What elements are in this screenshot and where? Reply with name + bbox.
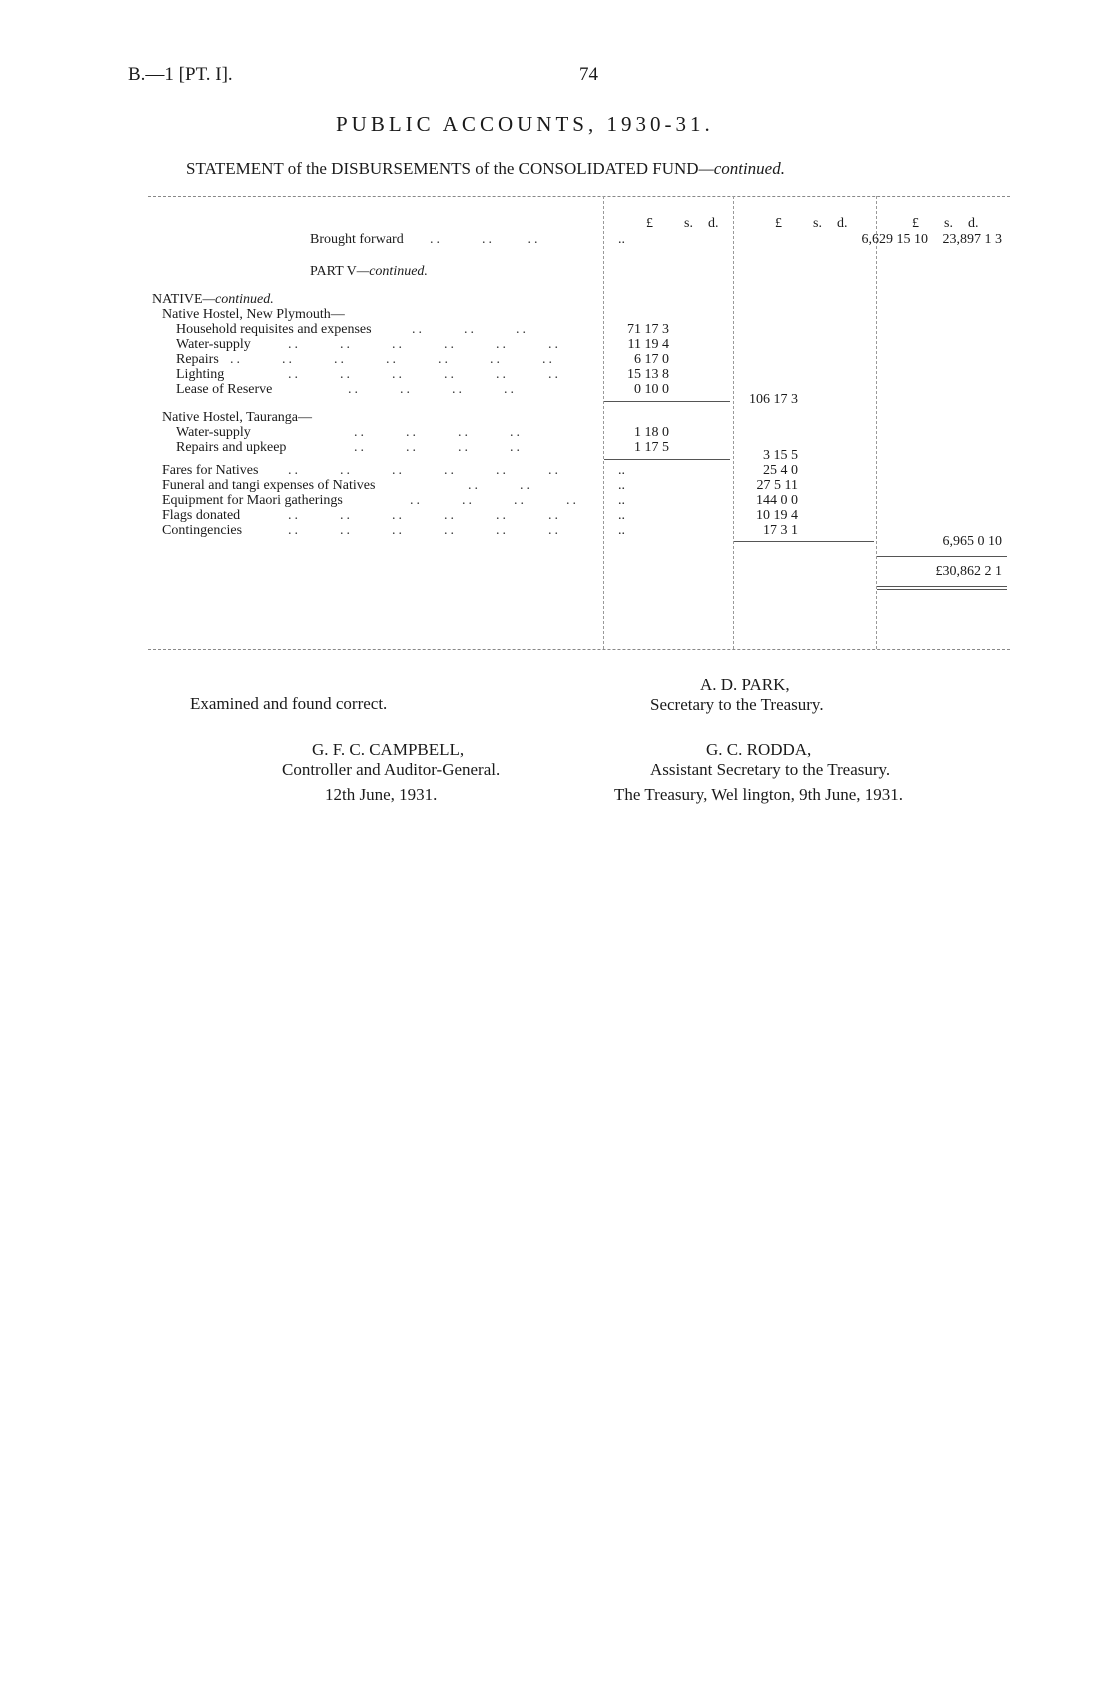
col2-pounds: £ bbox=[775, 216, 782, 231]
top-rule bbox=[148, 196, 1010, 197]
secretary-name: A. D. PARK, bbox=[700, 675, 790, 694]
leader-dots: .. .. .. .. bbox=[354, 440, 523, 455]
col1-shillings: s. bbox=[684, 216, 693, 231]
item-label: Flags donated bbox=[162, 508, 241, 523]
item-label: Household requisites and expenses bbox=[176, 322, 372, 337]
item-value: 27 5 11 bbox=[756, 478, 798, 493]
auditor-date: 12th June, 1931. bbox=[325, 785, 438, 804]
auditor-title: Controller and Auditor-General. bbox=[282, 760, 501, 779]
col3-pence: d. bbox=[968, 216, 979, 231]
col2-pence: d. bbox=[837, 216, 848, 231]
total-rule bbox=[877, 586, 1007, 587]
item-label: Fares for Natives bbox=[162, 463, 259, 478]
item-value: 25 4 0 bbox=[763, 463, 798, 478]
column-divider-3 bbox=[876, 196, 877, 649]
item-dots: .. bbox=[618, 508, 625, 523]
item-value: 0 10 0 bbox=[634, 382, 669, 397]
item-label: Water-supply bbox=[176, 425, 251, 440]
group-heading-new-plymouth: Native Hostel, New Plymouth— bbox=[162, 307, 345, 322]
group1-total: 106 17 3 bbox=[749, 392, 798, 407]
item-label: Repairs bbox=[176, 352, 219, 367]
item-label: Funeral and tangi expenses of Natives bbox=[162, 478, 376, 493]
subtotal-rule bbox=[734, 541, 874, 542]
section-total: 6,965 0 10 bbox=[942, 534, 1002, 549]
leader-dots: .. .. .. bbox=[430, 232, 541, 247]
item-label: Contingencies bbox=[162, 523, 243, 538]
item-label: Lease of Reserve bbox=[176, 382, 273, 397]
part-heading-suffix: —continued. bbox=[356, 264, 428, 279]
col1-pounds: £ bbox=[646, 216, 653, 231]
bottom-rule bbox=[148, 649, 1010, 650]
leader-dots: .. .. .. .. .. .. bbox=[288, 367, 561, 382]
item-value: 71 17 3 bbox=[627, 322, 669, 337]
brought-forward-c3: 23,897 1 3 bbox=[942, 232, 1002, 247]
leader-dots: .. .. .. .. bbox=[354, 425, 523, 440]
grand-total: £30,862 2 1 bbox=[935, 564, 1002, 579]
brought-forward-label: Brought forward bbox=[310, 232, 404, 247]
col2-shillings: s. bbox=[813, 216, 822, 231]
subtotal-rule bbox=[604, 459, 730, 460]
item-value: 15 13 8 bbox=[627, 367, 669, 382]
col1-pence: d. bbox=[708, 216, 719, 231]
leader-dots: .. .. .. bbox=[412, 322, 529, 337]
item-value: 144 0 0 bbox=[756, 493, 798, 508]
item-value: 11 19 4 bbox=[627, 337, 669, 352]
section-heading-text: NATIVE bbox=[152, 292, 203, 307]
item-dots: .. bbox=[618, 523, 625, 538]
item-label: Lighting bbox=[176, 367, 225, 382]
subtotal-rule bbox=[877, 556, 1007, 557]
item-value: 6 17 0 bbox=[634, 352, 669, 367]
page-identifier: B.—1 [PT. I]. bbox=[128, 64, 233, 85]
subtitle-text: STATEMENT of the DISBURSEMENTS of the CONSOLIDATED FUND bbox=[186, 159, 699, 178]
leader-dots: .. .. .. .. .. .. bbox=[288, 463, 561, 478]
total-rule bbox=[877, 589, 1007, 590]
item-dots: .. bbox=[618, 463, 625, 478]
treasury-date: The Treasury, Wel lington, 9th June, 1931. bbox=[614, 785, 904, 804]
ledger-table bbox=[148, 196, 1010, 651]
secretary-title: Secretary to the Treasury. bbox=[650, 695, 824, 714]
item-value: 1 17 5 bbox=[634, 440, 669, 455]
leader-dots: .. .. .. .. .. .. .. bbox=[230, 352, 555, 367]
leader-dots: .. .. .. .. bbox=[348, 382, 517, 397]
col3-pounds: £ bbox=[912, 216, 919, 231]
brought-forward-c1: .. bbox=[618, 232, 625, 247]
subtotal-rule bbox=[604, 401, 730, 402]
document-title: PUBLIC ACCOUNTS, 1930-31. bbox=[336, 112, 714, 136]
auditor-name: G. F. C. CAMPBELL, bbox=[312, 740, 465, 759]
group-heading-tauranga: Native Hostel, Tauranga— bbox=[162, 410, 312, 425]
brought-forward-row bbox=[148, 232, 1010, 250]
section-heading bbox=[152, 292, 274, 308]
part-heading-text: PART V bbox=[310, 264, 357, 279]
leader-dots: .. .. bbox=[468, 478, 533, 493]
item-value: 17 3 1 bbox=[763, 523, 798, 538]
item-value: 1 18 0 bbox=[634, 425, 669, 440]
leader-dots: .. .. .. .. bbox=[410, 493, 579, 508]
column-divider-2 bbox=[733, 196, 734, 649]
leader-dots: .. .. .. .. .. .. bbox=[288, 508, 561, 523]
assistant-title: Assistant Secretary to the Treasury. bbox=[650, 760, 891, 779]
examined-statement: Examined and found correct. bbox=[190, 694, 388, 713]
leader-dots: .. .. .. .. .. .. bbox=[288, 337, 561, 352]
item-label: Equipment for Maori gatherings bbox=[162, 493, 343, 508]
item-dots: .. bbox=[618, 493, 625, 508]
item-dots: .. bbox=[618, 478, 625, 493]
subtitle-suffix: —continued. bbox=[698, 159, 785, 178]
statement-subtitle bbox=[186, 159, 785, 179]
brought-forward-c2: 6,629 15 10 bbox=[861, 232, 928, 247]
page-number: 74 bbox=[579, 64, 598, 85]
assistant-name: G. C. RODDA, bbox=[706, 740, 812, 759]
leader-dots: .. .. .. .. .. .. bbox=[288, 523, 561, 538]
group2-total: 3 15 5 bbox=[763, 448, 798, 463]
section-heading-suffix: —continued. bbox=[202, 292, 274, 307]
item-label: Water-supply bbox=[176, 337, 251, 352]
col3-shillings: s. bbox=[944, 216, 953, 231]
item-value: 10 19 4 bbox=[756, 508, 798, 523]
column-divider-1 bbox=[603, 196, 604, 649]
item-label: Repairs and upkeep bbox=[176, 440, 287, 455]
part-heading bbox=[310, 264, 428, 280]
